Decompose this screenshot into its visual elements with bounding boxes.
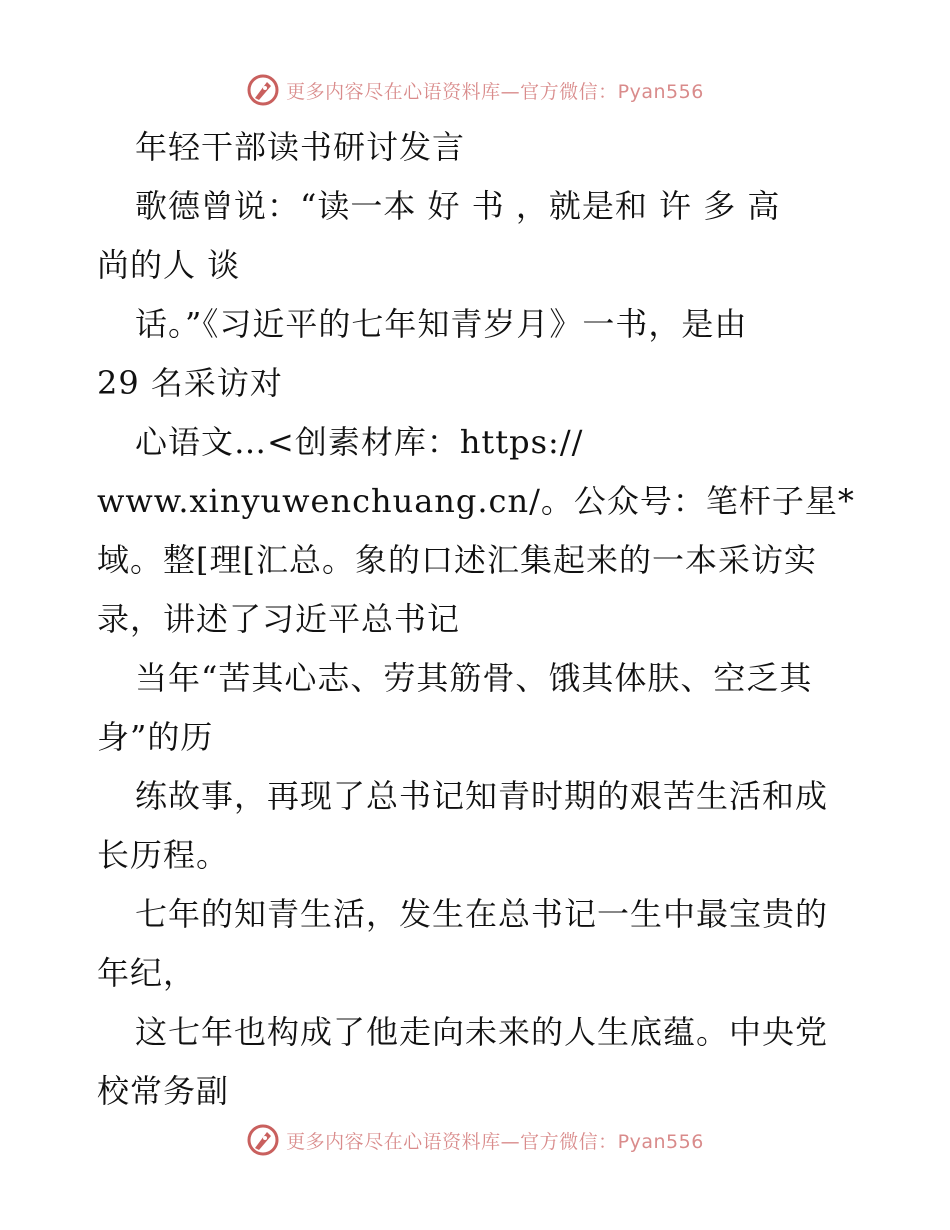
paragraph-line: 七年的知青生活，发生在总书记一生中最宝贵的 <box>135 895 829 933</box>
paragraph-line: 歌德曾说：“读一本 好 书 ，就是和 许 多 高 <box>135 187 781 225</box>
paragraph-line: 校常务副 <box>97 1072 230 1110</box>
pen-nib-logo-icon <box>246 1123 280 1157</box>
paragraph-line: 尚的人 谈 <box>97 246 241 284</box>
paragraph-line: 当年“苦其心志、劳其筋骨、饿其体肤、空乏其 <box>135 659 813 697</box>
paragraph-line: 心语文…<创素材库：https:// <box>135 423 584 461</box>
document-title: 年轻干部读书研讨发言 <box>135 128 466 166</box>
paragraph-line: 话。”《习近平的七年知青岁月》一书，是由 <box>135 305 748 343</box>
paragraph-line: www.xinyuwenchuang.cn/。公众号：笔杆子星* <box>97 482 855 520</box>
document-body <box>97 118 853 1121</box>
pen-nib-logo-icon <box>246 73 280 107</box>
paragraph-line: 29 名采访对 <box>97 364 283 402</box>
paragraph-line: 这七年也构成了他走向未来的人生底蕴。中央党 <box>135 1013 829 1051</box>
paragraph-line: 练故事，再现了总书记知青时期的艰苦生活和成 <box>135 777 829 815</box>
paragraph-line: 录，讲述了习近平总书记 <box>97 600 461 638</box>
paragraph-line: 长历程。 <box>97 836 230 874</box>
banner-text: 更多内容尽在心语资料库—官方微信：Pyan556 <box>286 80 704 103</box>
paragraph-line: 身”的历 <box>97 718 214 756</box>
paragraph-line: 域。整[理[汇总。象的口述汇集起来的一本采访实 <box>97 541 817 579</box>
paragraph-line: 年纪， <box>97 954 197 992</box>
footer-banner <box>0 1120 950 1160</box>
banner-text: 更多内容尽在心语资料库—官方微信：Pyan556 <box>286 1130 704 1153</box>
header-banner <box>0 70 950 110</box>
